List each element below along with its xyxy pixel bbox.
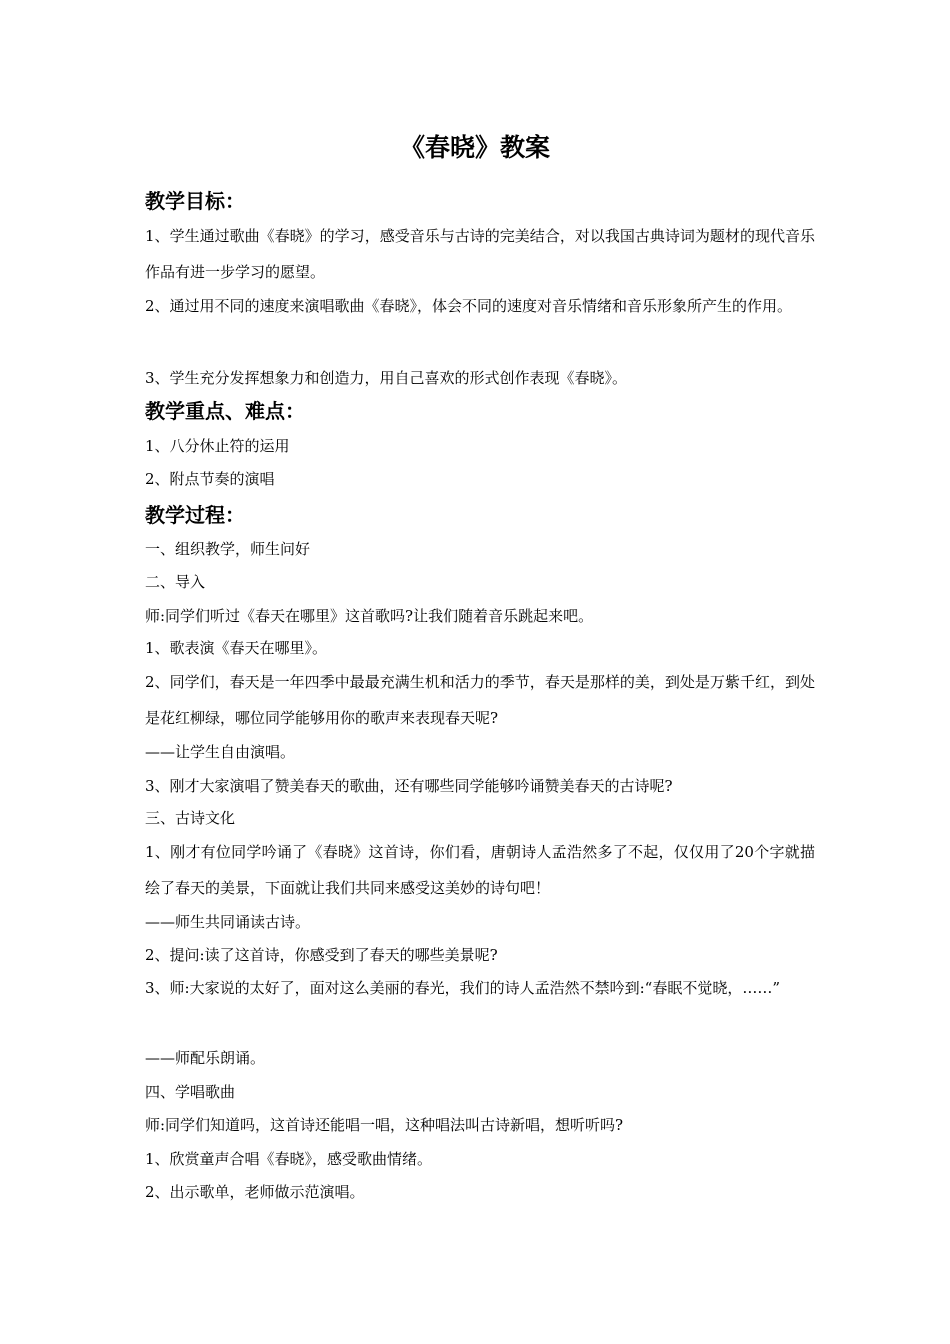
process-line: 一、组织教学，师生问好: [145, 540, 311, 558]
key-point-item-1: 1、八分休止符的运用: [145, 437, 290, 455]
process-line: 3、刚才大家演唱了赞美春天的歌曲，还有哪些同学能够吟诵赞美春天的古诗呢?: [145, 777, 673, 795]
process-line: ——让学生自由演唱。: [145, 743, 296, 761]
process-line: ——师生共同诵读古诗。: [145, 913, 311, 931]
process-line: 师:同学们听过《春天在哪里》这首歌吗?让我们随着音乐跳起来吧。: [145, 607, 594, 625]
process-line: 3、师:大家说的太好了，面对这么美丽的春光，我们的诗人孟浩然不禁吟到:“春眠不觉晓，……”: [145, 979, 780, 997]
process-line: 2、提问:读了这首诗，你感受到了春天的哪些美景呢?: [145, 946, 498, 964]
objective-item-1: 1、学生通过歌曲《春晓》的学习，感受音乐与古诗的完美结合，对以我国古典诗词为题材的现代音乐作品有进一步学习的愿望。: [145, 227, 815, 281]
process-line: 1、欣赏童声合唱《春晓》，感受歌曲情绪。: [145, 1150, 433, 1168]
process-line: 三、古诗文化: [145, 809, 236, 827]
heading-objectives: 教学目标：: [145, 189, 245, 213]
process-line: 2、同学们，春天是一年四季中最最充满生机和活力的季节，春天是那样的美，到处是万紫千红，到处是花红柳绿，哪位同学能够用你的歌声来表现春天呢?: [145, 673, 815, 727]
document-title: 《春晓》教案: [399, 133, 550, 162]
process-line: 2、出示歌单，老师做示范演唱。: [145, 1183, 365, 1201]
process-line: 1、刚才有位同学吟诵了《春晓》这首诗，你们看，唐朝诗人孟浩然多了不起，仅仅用了20个字就描绘了春天的美景，下面就让我们共同来感受这美妙的诗句吧！: [145, 843, 815, 897]
process-line: 二、导入: [145, 573, 206, 591]
heading-process: 教学过程：: [145, 503, 245, 527]
objective-item-2: 2、通过用不同的速度来演唱歌曲《春晓》，体会不同的速度对音乐情绪和音乐形象所产生的作用。: [145, 297, 793, 315]
key-point-item-2: 2、附点节奏的演唱: [145, 470, 275, 488]
process-line: 师:同学们知道吗，这首诗还能唱一唱，这种唱法叫古诗新唱，想听听吗?: [145, 1116, 624, 1134]
objective-item-3: 3、学生充分发挥想象力和创造力，用自己喜欢的形式创作表现《春晓》。: [145, 369, 628, 387]
process-line: 四、学唱歌曲: [145, 1083, 236, 1101]
process-line: ——师配乐朗诵。: [145, 1049, 266, 1067]
process-line: 1、歌表演《春天在哪里》。: [145, 639, 328, 657]
heading-key-points: 教学重点、难点：: [145, 399, 305, 423]
